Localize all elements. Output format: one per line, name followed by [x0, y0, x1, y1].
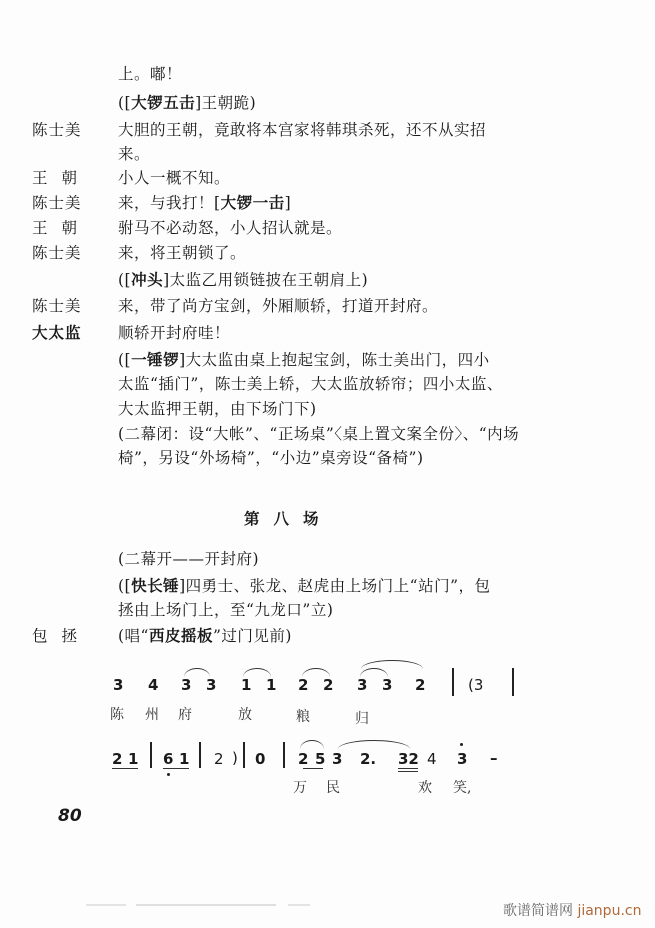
percussion-cue: 快长锤 [131, 577, 180, 595]
barline [199, 742, 201, 768]
stage-direction [118, 576, 491, 596]
speaker-name: 王朝 [32, 169, 92, 187]
lyric: 府 [178, 707, 192, 723]
underline [112, 768, 138, 769]
note: 0 [255, 750, 266, 768]
speaker-name: 包拯 [32, 627, 92, 645]
note: 2 [415, 676, 426, 694]
stage-direction [118, 270, 368, 290]
text-run: 大胆的王朝，竟敢将本宫家将韩琪杀死，还不从实招 [118, 121, 487, 139]
note: 4 [148, 676, 159, 694]
text-run: ]王朝跪) [195, 94, 257, 112]
stage-direction [118, 424, 519, 444]
low-octave-dot [167, 773, 170, 776]
barline [452, 668, 454, 696]
text-run: 来，将王朝锁了。 [118, 244, 247, 262]
slur [338, 740, 410, 749]
text-run: ([ [118, 271, 132, 289]
note: 32 [398, 750, 419, 768]
text-run: ]四勇士、张龙、赵虎由上场门上“站门”，包 [179, 577, 491, 595]
lyric: 放 [238, 707, 252, 723]
speaker-name: 陈士美 [32, 121, 82, 139]
note: 3 [181, 676, 192, 694]
note: (3 [468, 676, 484, 694]
percussion-cue: 西皮摇板 [148, 627, 213, 645]
note: 3 [206, 676, 217, 694]
stage-direction [118, 399, 317, 419]
speaker-name: 陈士美 [32, 244, 82, 262]
stage-direction [118, 549, 259, 569]
note: 3 [357, 676, 368, 694]
note: – [490, 749, 498, 767]
note: 2. [360, 750, 377, 768]
text-run: 来，与我打！[ [118, 194, 221, 212]
note: 3 [457, 750, 468, 768]
dialogue-line [118, 243, 246, 263]
stage-direction [118, 448, 424, 468]
barline [243, 742, 245, 768]
dialogue-line [118, 296, 438, 316]
text-run: 大太监押王朝，由下场门下) [118, 400, 317, 418]
note: 4 [427, 750, 437, 768]
text-run: ] [284, 194, 292, 212]
percussion-cue: 冲头 [131, 271, 164, 289]
speaker-name: 陈士美 [32, 194, 82, 212]
barline [150, 742, 152, 768]
text-run: ([ [118, 577, 132, 595]
text-run: 来。 [118, 145, 151, 163]
watermark [503, 900, 641, 920]
note: 3 [382, 676, 393, 694]
lyric: 归 [355, 711, 369, 727]
stage-direction [118, 64, 182, 84]
underline [398, 768, 418, 769]
stage-direction [118, 350, 490, 370]
text-run: 驸马不必动怒，小人招认就是。 [118, 219, 343, 237]
dialogue-line [118, 323, 230, 343]
text-run: ([ [118, 351, 132, 369]
note: 6 [163, 750, 174, 768]
note: 2 [112, 750, 123, 768]
lyric: 笑, [453, 780, 472, 796]
lyric: 民 [326, 780, 340, 796]
dialogue-line [118, 218, 342, 238]
note: 5 [315, 750, 326, 768]
underline [303, 768, 323, 769]
stage-direction [118, 374, 503, 394]
dialogue-line [118, 120, 486, 140]
text-run: ”过门见前) [213, 627, 292, 645]
note: ) [232, 749, 238, 767]
watermark-url: jianpu.cn [577, 903, 642, 919]
underline [398, 771, 418, 772]
text-run: 上。嘟！ [118, 65, 183, 83]
underline [163, 768, 189, 769]
scene-heading: 第八场 [244, 510, 333, 528]
barline [512, 668, 514, 696]
percussion-cue: 一锤锣 [131, 351, 180, 369]
scan-artifact [288, 904, 310, 906]
lyric: 粮 [296, 709, 310, 725]
lyric: 州 [145, 707, 159, 723]
note: 2 [214, 750, 224, 768]
note: 2 [298, 676, 309, 694]
text-run: (二幕开——开封府) [118, 550, 260, 568]
dialogue-line [118, 626, 292, 646]
text-run: 顺轿开封府哇！ [118, 324, 231, 342]
text-run: ]大太监由桌上抱起宝剑，陈士美出门，四小 [179, 351, 490, 369]
note: 1 [128, 750, 139, 768]
percussion-cue: 大锣一击 [220, 194, 285, 212]
dialogue-line [118, 193, 291, 213]
text-run: 拯由上场门上，至“九龙口”立) [118, 601, 334, 619]
watermark-cn: 歌谱简谱网 [503, 903, 573, 919]
page-number: 80 [58, 806, 82, 826]
lyric: 欢 [418, 780, 432, 796]
stage-direction [118, 144, 150, 164]
scan-artifact [86, 904, 126, 906]
text-run: ([ [118, 94, 132, 112]
speaker-name: 陈士美 [32, 297, 82, 315]
lyric: 万 [293, 780, 307, 796]
speaker-name: 王朝 [32, 219, 92, 237]
note: 3 [113, 676, 124, 694]
percussion-cue: 大锣五击 [131, 94, 196, 112]
dialogue-line [118, 168, 230, 188]
high-octave-dot [460, 743, 463, 746]
text-run: 来，带了尚方宝剑，外厢顺轿，打道开封府。 [118, 297, 439, 315]
note: 2 [298, 750, 309, 768]
scan-artifact [136, 904, 276, 906]
text-run: (唱“ [118, 627, 149, 645]
stage-direction [118, 600, 333, 620]
text-run: ]太监乙用锁链披在王朝肩上) [163, 271, 369, 289]
note: 1 [179, 750, 190, 768]
stage-direction [118, 93, 256, 113]
text-run: 小人一概不知。 [118, 169, 231, 187]
note: 1 [241, 676, 252, 694]
text-run: 太监“插门”，陈士美上轿，大太监放轿帘；四小太监、 [118, 375, 503, 393]
barline [283, 742, 285, 768]
note: 1 [266, 676, 277, 694]
slur [300, 740, 324, 749]
lyric: 陈 [110, 707, 124, 723]
text-run: 椅”，另设“外场椅”，“小边”桌旁设“备椅”) [118, 449, 424, 467]
speaker-name: 大太监 [32, 323, 82, 342]
note: 2 [323, 676, 334, 694]
text-run: (二幕闭：设“大帐”、“正场桌”〈桌上置文案全份〉、“内场 [118, 425, 520, 443]
note: 3 [332, 750, 343, 768]
